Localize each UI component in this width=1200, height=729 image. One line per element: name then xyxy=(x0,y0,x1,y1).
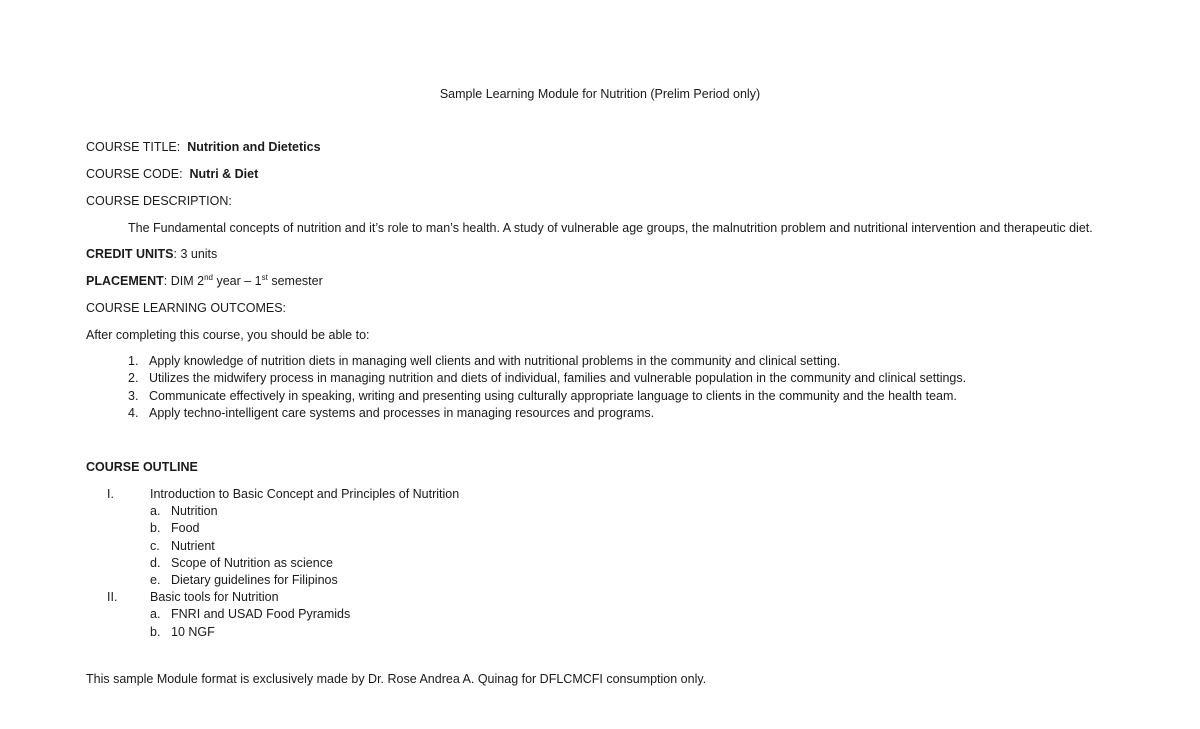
course-code-value: Nutri & Diet xyxy=(189,167,259,181)
list-item xyxy=(128,354,840,369)
outline-subitem-letter: b. xyxy=(150,521,161,535)
outline-subitem-letter: a. xyxy=(150,504,161,518)
placement-semester-suffix: st xyxy=(261,272,268,282)
outline-subitem xyxy=(150,573,338,588)
course-code xyxy=(86,167,258,182)
list-item-number: 4. xyxy=(128,406,139,420)
list-item xyxy=(128,389,957,404)
credit-units xyxy=(86,247,217,262)
list-item xyxy=(128,406,654,421)
outline-section-number: II. xyxy=(107,590,118,604)
document-footer: This sample Module format is exclusively made by Dr. Rose Andrea A. Quinag for DFLCMCFI consumption only. xyxy=(86,672,707,686)
course-code-label: COURSE CODE: xyxy=(86,167,183,181)
placement-label: PLACEMENT xyxy=(86,274,164,288)
list-item-text: Apply knowledge of nutrition diets in managing well clients and with nutritional problems in the community and clinical setting. xyxy=(149,354,841,368)
placement xyxy=(86,274,323,289)
list-item xyxy=(128,371,966,386)
outline-label: COURSE OUTLINE xyxy=(86,460,198,474)
list-item-text: Apply techno-intelligent care systems and processes in managing resources and programs. xyxy=(149,406,655,420)
document-header: Sample Learning Module for Nutrition (Prelim Period only) xyxy=(439,87,761,101)
course-title xyxy=(86,140,321,155)
list-item-number: 2. xyxy=(128,371,139,385)
placement-semester-text: year – 1 xyxy=(212,274,262,288)
placement-year-text: : DIM 2 xyxy=(163,274,205,288)
course-description-text: The Fundamental concepts of nutrition and it’s role to man’s health. A study of vulnerable age groups, the malnutrition problem and nutritional intervention and therapeutic diet. xyxy=(128,221,1093,235)
credit-units-label: CREDIT UNITS xyxy=(86,247,174,261)
outline-subitem xyxy=(150,539,215,554)
outline-subitem-text: Scope of Nutrition as science xyxy=(171,556,333,570)
course-description-label: COURSE DESCRIPTION: xyxy=(86,194,232,208)
outline-section-title: Basic tools for Nutrition xyxy=(150,590,279,604)
outline-subitem xyxy=(150,504,218,519)
outcomes-intro: After completing this course, you should be able to: xyxy=(86,328,370,342)
outline-subitem-letter: d. xyxy=(150,556,161,570)
outline-subitem-letter: c. xyxy=(150,539,160,553)
course-title-value: Nutrition and Dietetics xyxy=(187,140,321,154)
outline-subitem-letter: e. xyxy=(150,573,161,587)
placement-year-suffix: nd xyxy=(204,272,213,282)
course-title-label: COURSE TITLE: xyxy=(86,140,181,154)
outline-subitem-text: Food xyxy=(171,521,200,535)
outline-subitem xyxy=(150,607,350,622)
outline-subitem xyxy=(150,521,200,536)
outline-subitem-text: Nutrient xyxy=(171,539,215,553)
outline-subitem-text: Dietary guidelines for Filipinos xyxy=(171,573,338,587)
outline-subitem-text: FNRI and USAD Food Pyramids xyxy=(171,607,351,621)
outline-subitem xyxy=(150,556,333,571)
outline-section-number: I. xyxy=(107,487,114,501)
outline-subitem-text: 10 NGF xyxy=(171,625,215,639)
outline-subitem xyxy=(150,625,215,640)
credit-units-value: : 3 units xyxy=(173,247,218,261)
list-item-number: 1. xyxy=(128,354,139,368)
outline-subitem-letter: b. xyxy=(150,625,161,639)
list-item-text: Utilizes the midwifery process in managing nutrition and diets of individual, families and vulnerable population in the community and clinical settings. xyxy=(149,371,967,385)
list-item-number: 3. xyxy=(128,389,139,403)
outline-section-title: Introduction to Basic Concept and Principles of Nutrition xyxy=(150,487,460,501)
outcomes-label: COURSE LEARNING OUTCOMES: xyxy=(86,301,287,315)
placement-semester-label: semester xyxy=(267,274,323,288)
outline-subitem-text: Nutrition xyxy=(171,504,218,518)
list-item-text: Communicate effectively in speaking, writing and presenting using culturally appropriate language to clients in the community and the health team. xyxy=(149,389,957,403)
outline-subitem-letter: a. xyxy=(150,607,161,621)
